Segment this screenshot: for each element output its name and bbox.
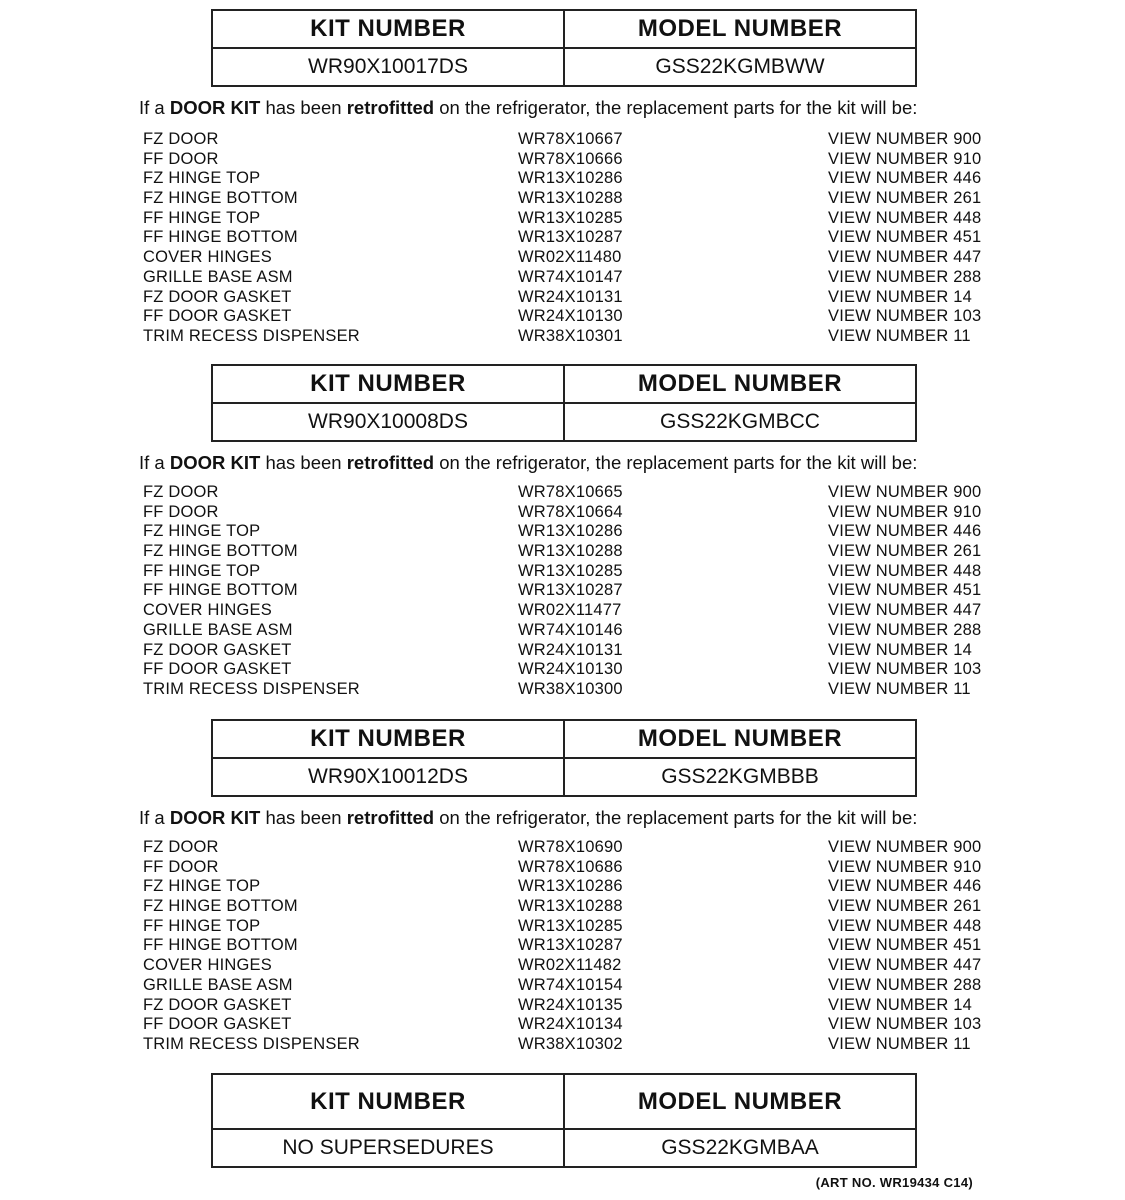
part-number: WR78X10666 [518, 149, 623, 168]
part-row [143, 601, 1003, 621]
part-name: FZ HINGE BOTTOM [143, 897, 298, 916]
part-name: TRIM RECESS DISPENSER [143, 1034, 360, 1053]
model-number-value: GSS22KGMBCC [564, 403, 916, 441]
view-number: VIEW NUMBER 451 [828, 581, 982, 600]
view-number: VIEW NUMBER 447 [828, 601, 982, 620]
part-row [143, 641, 1003, 661]
part-name: FZ HINGE TOP [143, 522, 261, 541]
view-number: VIEW NUMBER 261 [828, 542, 982, 561]
part-row [143, 169, 1003, 189]
art-number: (ART NO. WR19434 C14) [815, 1175, 973, 1190]
view-number: VIEW NUMBER 446 [828, 169, 982, 188]
view-number: VIEW NUMBER 261 [828, 897, 982, 916]
part-number: WR78X10690 [518, 838, 623, 856]
parts-list [143, 838, 1003, 1055]
part-row [143, 307, 1003, 327]
kit-number-value: WR90X10008DS [212, 403, 564, 441]
kit-table-1 [211, 9, 917, 87]
view-number: VIEW NUMBER 288 [828, 620, 982, 639]
part-number: WR38X10300 [518, 679, 623, 698]
view-number: VIEW NUMBER 14 [828, 640, 972, 659]
view-number: VIEW NUMBER 910 [828, 857, 982, 876]
part-number: WR13X10285 [518, 208, 623, 227]
part-name: FZ HINGE TOP [143, 169, 261, 188]
part-name: FF DOOR GASKET [143, 307, 292, 326]
model-number-header: MODEL NUMBER [564, 720, 916, 758]
view-number: VIEW NUMBER 14 [828, 995, 972, 1014]
view-number: VIEW NUMBER 447 [828, 956, 982, 975]
part-row [143, 327, 1003, 347]
part-number: WR78X10686 [518, 857, 623, 876]
part-row [143, 130, 1003, 150]
part-name: FZ HINGE BOTTOM [143, 189, 298, 208]
model-number-header: MODEL NUMBER [564, 365, 916, 403]
part-number: WR13X10288 [518, 897, 623, 916]
part-number: WR24X10130 [518, 660, 623, 679]
part-number: WR13X10287 [518, 581, 623, 600]
view-number: VIEW NUMBER 288 [828, 975, 982, 994]
model-number-value: GSS22KGMBWW [564, 48, 916, 86]
model-number-value: GSS22KGMBAA [564, 1129, 916, 1167]
part-number: WR38X10302 [518, 1034, 623, 1053]
view-number: VIEW NUMBER 11 [828, 1034, 971, 1053]
part-number: WR13X10288 [518, 189, 623, 208]
part-name: FZ DOOR [143, 838, 219, 856]
part-row [143, 877, 1003, 897]
part-row [143, 858, 1003, 878]
part-row [143, 209, 1003, 229]
part-name: FF DOOR GASKET [143, 1015, 292, 1034]
part-number: WR24X10131 [518, 287, 623, 306]
part-name: GRILLE BASE ASM [143, 975, 293, 994]
part-name: FZ DOOR GASKET [143, 995, 292, 1014]
view-number: VIEW NUMBER 451 [828, 936, 982, 955]
part-number: WR13X10286 [518, 522, 623, 541]
part-row [143, 562, 1003, 582]
part-number: WR74X10147 [518, 267, 623, 286]
view-number: VIEW NUMBER 14 [828, 287, 972, 306]
parts-list [143, 483, 1003, 700]
part-number: WR13X10288 [518, 542, 623, 561]
view-number: VIEW NUMBER 447 [828, 248, 982, 267]
part-name: FF DOOR [143, 502, 219, 521]
part-row [143, 621, 1003, 641]
part-name: FZ DOOR GASKET [143, 640, 292, 659]
retrofit-notice: If a DOOR KIT has been retrofitted on the refrigerator, the replacement parts for the kit will be: [139, 452, 918, 473]
part-row [143, 660, 1003, 680]
kit-number-header: KIT NUMBER [212, 365, 564, 403]
view-number: VIEW NUMBER 11 [828, 326, 971, 345]
view-number: VIEW NUMBER 910 [828, 149, 982, 168]
part-row [143, 228, 1003, 248]
part-name: COVER HINGES [143, 601, 272, 620]
part-row [143, 936, 1003, 956]
part-row [143, 150, 1003, 170]
part-name: GRILLE BASE ASM [143, 620, 293, 639]
kit-number-value: NO SUPERSEDURES [212, 1129, 564, 1167]
view-number: VIEW NUMBER 448 [828, 916, 982, 935]
kit-number-value: WR90X10017DS [212, 48, 564, 86]
part-number: WR02X11477 [518, 601, 622, 620]
part-row [143, 268, 1003, 288]
view-number: VIEW NUMBER 446 [828, 877, 982, 896]
view-number: VIEW NUMBER 261 [828, 189, 982, 208]
view-number: VIEW NUMBER 103 [828, 1015, 982, 1034]
part-row [143, 838, 1003, 858]
part-number: WR13X10286 [518, 169, 623, 188]
part-name: TRIM RECESS DISPENSER [143, 326, 360, 345]
part-name: FF DOOR [143, 149, 219, 168]
part-row [143, 542, 1003, 562]
view-number: VIEW NUMBER 448 [828, 208, 982, 227]
part-row [143, 996, 1003, 1016]
part-row [143, 976, 1003, 996]
part-name: COVER HINGES [143, 248, 272, 267]
view-number: VIEW NUMBER 910 [828, 502, 982, 521]
part-row [143, 248, 1003, 268]
view-number: VIEW NUMBER 11 [828, 679, 971, 698]
part-name: FF DOOR [143, 857, 219, 876]
part-number: WR24X10135 [518, 995, 623, 1014]
part-number: WR74X10146 [518, 620, 623, 639]
part-name: FZ HINGE BOTTOM [143, 542, 298, 561]
view-number: VIEW NUMBER 448 [828, 561, 982, 580]
part-number: WR02X11482 [518, 956, 622, 975]
part-row [143, 1015, 1003, 1035]
model-number-value: GSS22KGMBBB [564, 758, 916, 796]
part-number: WR24X10134 [518, 1015, 623, 1034]
part-row [143, 897, 1003, 917]
part-name: FZ DOOR [143, 483, 219, 501]
model-number-header: MODEL NUMBER [564, 1074, 916, 1129]
part-number: WR13X10287 [518, 936, 623, 955]
part-number: WR78X10667 [518, 130, 623, 148]
part-name: GRILLE BASE ASM [143, 267, 293, 286]
retrofit-notice: If a DOOR KIT has been retrofitted on the refrigerator, the replacement parts for the kit will be: [139, 97, 918, 118]
part-row [143, 503, 1003, 523]
part-row [143, 917, 1003, 937]
kit-number-header: KIT NUMBER [212, 720, 564, 758]
view-number: VIEW NUMBER 446 [828, 522, 982, 541]
part-name: FF HINGE BOTTOM [143, 581, 298, 600]
kit-table-4 [211, 1073, 917, 1168]
view-number: VIEW NUMBER 900 [828, 483, 982, 501]
part-number: WR13X10285 [518, 916, 623, 935]
view-number: VIEW NUMBER 103 [828, 660, 982, 679]
part-name: FF HINGE TOP [143, 561, 261, 580]
part-number: WR38X10301 [518, 326, 623, 345]
part-number: WR13X10287 [518, 228, 623, 247]
part-name: FF HINGE BOTTOM [143, 936, 298, 955]
part-name: COVER HINGES [143, 956, 272, 975]
part-name: TRIM RECESS DISPENSER [143, 679, 360, 698]
part-name: FF DOOR GASKET [143, 660, 292, 679]
view-number: VIEW NUMBER 103 [828, 307, 982, 326]
kit-number-header: KIT NUMBER [212, 1074, 564, 1129]
view-number: VIEW NUMBER 900 [828, 838, 982, 856]
part-row [143, 1035, 1003, 1055]
part-row [143, 680, 1003, 700]
part-name: FF HINGE TOP [143, 208, 261, 227]
part-number: WR13X10285 [518, 561, 623, 580]
kit-table-3 [211, 719, 917, 797]
part-number: WR74X10154 [518, 975, 623, 994]
part-row [143, 522, 1003, 542]
part-row [143, 581, 1003, 601]
part-number: WR24X10131 [518, 640, 623, 659]
part-row [143, 189, 1003, 209]
part-number: WR24X10130 [518, 307, 623, 326]
kit-number-value: WR90X10012DS [212, 758, 564, 796]
part-name: FZ DOOR GASKET [143, 287, 292, 306]
part-name: FF HINGE BOTTOM [143, 228, 298, 247]
parts-list [143, 130, 1003, 347]
part-name: FF HINGE TOP [143, 916, 261, 935]
model-number-header: MODEL NUMBER [564, 10, 916, 48]
part-number: WR78X10665 [518, 483, 623, 501]
part-number: WR13X10286 [518, 877, 623, 896]
kit-table-2 [211, 364, 917, 442]
part-number: WR02X11480 [518, 248, 622, 267]
retrofit-notice: If a DOOR KIT has been retrofitted on the refrigerator, the replacement parts for the kit will be: [139, 807, 918, 828]
view-number: VIEW NUMBER 900 [828, 130, 982, 148]
kit-number-header: KIT NUMBER [212, 10, 564, 48]
part-name: FZ HINGE TOP [143, 877, 261, 896]
part-row [143, 288, 1003, 308]
part-number: WR78X10664 [518, 502, 623, 521]
view-number: VIEW NUMBER 451 [828, 228, 982, 247]
view-number: VIEW NUMBER 288 [828, 267, 982, 286]
part-row [143, 483, 1003, 503]
part-row [143, 956, 1003, 976]
part-name: FZ DOOR [143, 130, 219, 148]
